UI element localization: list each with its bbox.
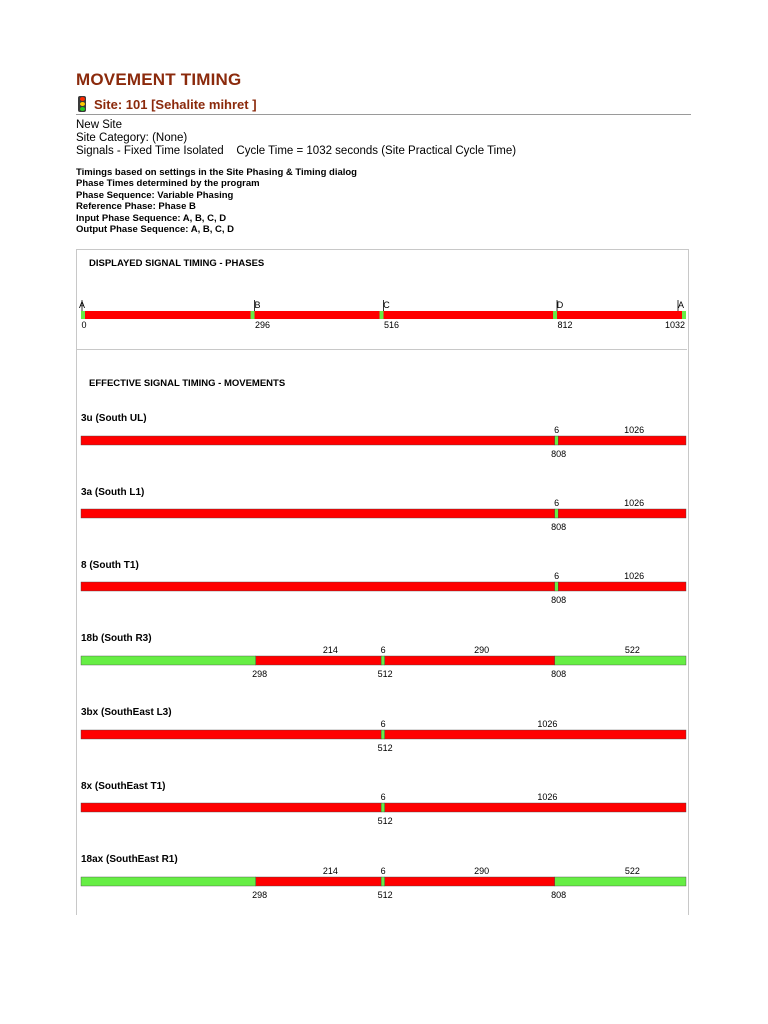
movement-segment [256,877,381,886]
movement-top-label: 1026 [537,719,558,729]
movement-top-label: 1026 [624,498,645,508]
movement-bottom-label: 298 [252,890,268,900]
movement-segment [81,730,381,739]
site-info-line: Site Category: (None) [76,131,188,144]
movement-segment [81,582,555,591]
movement-bottom-label: 808 [551,890,567,900]
movements-header: EFFECTIVE SIGNAL TIMING - MOVEMENTS [89,378,286,389]
settings-line: Phase Times determined by the program [76,178,260,190]
settings-line: Reference Phase: Phase B [76,201,196,213]
movement-segment [555,509,559,518]
phase-marker [682,311,686,319]
movement-bottom-label: 808 [551,522,567,532]
movement-top-label: 6 [380,645,386,655]
movement-top-label: 522 [624,645,640,655]
movement-segment [385,656,555,665]
movement-title: 8 (South T1) [81,560,139,571]
movement-segment [558,582,686,591]
settings-line: Phase Sequence: Variable Phasing [76,189,234,201]
movement-top-label: 1026 [624,571,645,581]
movement-title: 18b (South R3) [81,633,152,644]
movement-top-label: 290 [474,866,490,876]
phase-label: D [556,300,564,310]
movement-segment [555,436,559,445]
movement-top-label: 6 [380,866,386,876]
movement-segment [81,656,256,665]
movement-bottom-label: 512 [377,743,393,753]
movement-segment [81,803,381,812]
site-info-line: New Site [76,119,123,131]
movement-bottom-label: 298 [252,669,268,679]
phase-label: C [383,300,390,310]
movement-segment [381,656,385,665]
movement-segment [555,877,686,886]
phases-header: DISPLAYED SIGNAL TIMING - PHASES [89,258,265,269]
movement-top-label: 522 [624,866,640,876]
movement-top-label: 214 [322,866,338,876]
movement-segment [555,582,559,591]
movement-top-label: 6 [380,719,386,729]
movement-top-label: 6 [554,425,560,435]
movement-segment [555,656,686,665]
movement-segment [381,877,385,886]
movement-segment [381,803,385,812]
movement-segment [256,656,381,665]
movement-segment [81,877,256,886]
phase-time-label: 1032 [664,320,685,330]
movement-bottom-label: 808 [551,595,567,605]
movement-top-label: 290 [474,645,490,655]
movement-segment [385,730,686,739]
movement-bottom-label: 512 [377,890,393,900]
movement-top-label: 6 [554,498,560,508]
movement-top-label: 1026 [624,425,645,435]
page-title: MOVEMENT TIMING [76,70,242,89]
phase-time-label: 296 [255,320,271,330]
movement-top-label: 214 [322,645,338,655]
settings-line: Timings based on settings in the Site Phasing & Timing dialog [76,167,357,178]
movement-bottom-label: 512 [377,669,393,679]
movement-segment [385,803,686,812]
movement-title: 18ax (SouthEast R1) [81,854,178,865]
movement-bottom-label: 808 [551,449,567,459]
movement-segment [81,436,555,445]
movement-top-label: 1026 [537,792,558,802]
movement-bottom-label: 512 [377,816,393,826]
movement-title: 3u (South UL) [81,413,147,424]
site-info-line: Signals - Fixed Time Isolated Cycle Time = 1032 seconds (Site Practical Cycle Time) [76,144,517,157]
phase-marker [553,311,557,319]
phase-label: A [78,300,86,310]
phase-time-label: 0 [81,320,87,330]
phase-time-label: 516 [383,320,400,330]
settings-line: Output Phase Sequence: A, B, C, D [76,224,235,236]
movement-title: 3a (South L1) [81,487,145,498]
phase-marker [251,311,255,319]
movement-segment [81,509,555,518]
movement-segment [381,730,385,739]
site-title: Site: 101 [Sehalite mihret ] [94,96,257,112]
phase-label: B [254,300,261,310]
phase-time-label: 812 [557,320,573,330]
phase-label: A [677,300,685,310]
movement-segment [558,436,686,445]
movement-top-label: 6 [554,571,560,581]
movement-top-label: 6 [380,792,386,802]
movement-segment [385,877,555,886]
movement-bottom-label: 808 [551,669,567,679]
settings-line: Input Phase Sequence: A, B, C, D [76,212,227,224]
phase-marker [380,311,384,319]
movement-title: 3bx (SouthEast L3) [81,707,172,718]
movement-segment [558,509,686,518]
movement-title: 8x (SouthEast T1) [81,781,166,792]
phase-marker [81,311,85,319]
